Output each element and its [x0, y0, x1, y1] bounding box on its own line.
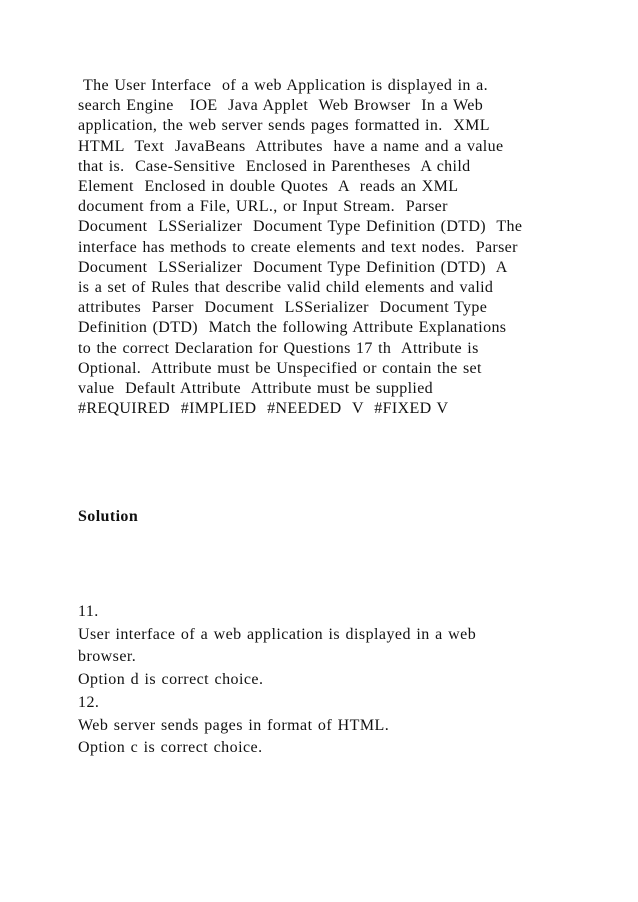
- answer-option-line: Option c is correct choice.: [78, 739, 263, 757]
- question-line: Element Enclosed in double Quotes A reads an XML: [78, 178, 459, 196]
- question-line: document from a File, URL., or Input Stream. Parser: [78, 198, 448, 216]
- answer-number: 12.: [78, 693, 100, 711]
- question-line: Document LSSerializer Document Type Definition (DTD) A: [78, 258, 508, 276]
- question-line: attributes Parser Document LSSerializer Document Type: [78, 299, 488, 317]
- question-line: interface has methods to create elements and text nodes. Parser: [78, 238, 518, 256]
- answer-line: browser.: [78, 648, 137, 666]
- question-line: The User Interface of a web Application is displayed in a.: [78, 77, 488, 94]
- question-line: Optional. Attribute must be Unspecified or contain the set: [78, 359, 482, 377]
- question-line: to the correct Declaration for Questions 17 th Attribute is: [78, 339, 479, 357]
- solution-answers: [78, 601, 578, 760]
- question-line: Document LSSerializer Document Type Definition (DTD) The: [78, 218, 523, 236]
- question-line: application, the web server sends pages formatted in. XML: [78, 117, 490, 135]
- answer-number: 11.: [78, 603, 99, 620]
- question-line: search Engine IOE Java Applet Web Browser In a Web: [78, 97, 484, 115]
- question-line: HTML Text JavaBeans Attributes have a name and a value: [78, 137, 504, 155]
- question-line: value Default Attribute Attribute must be supplied: [78, 380, 434, 398]
- answer-line: User interface of a web application is displayed in a web: [78, 625, 477, 643]
- question-line: is a set of Rules that describe valid child elements and valid: [78, 279, 494, 297]
- question-line: Definition (DTD) Match the following Attribute Explanations: [78, 319, 507, 337]
- answer-option-line: Option d is correct choice.: [78, 671, 264, 689]
- answer-line: Web server sends pages in format of HTML.: [78, 716, 390, 734]
- question-text-block: [78, 76, 568, 419]
- solution-heading: Solution: [78, 508, 139, 525]
- question-line: that is. Case-Sensitive Enclosed in Parentheses A child: [78, 157, 471, 175]
- question-line: #REQUIRED #IMPLIED #NEEDED V #FIXED V: [78, 400, 449, 418]
